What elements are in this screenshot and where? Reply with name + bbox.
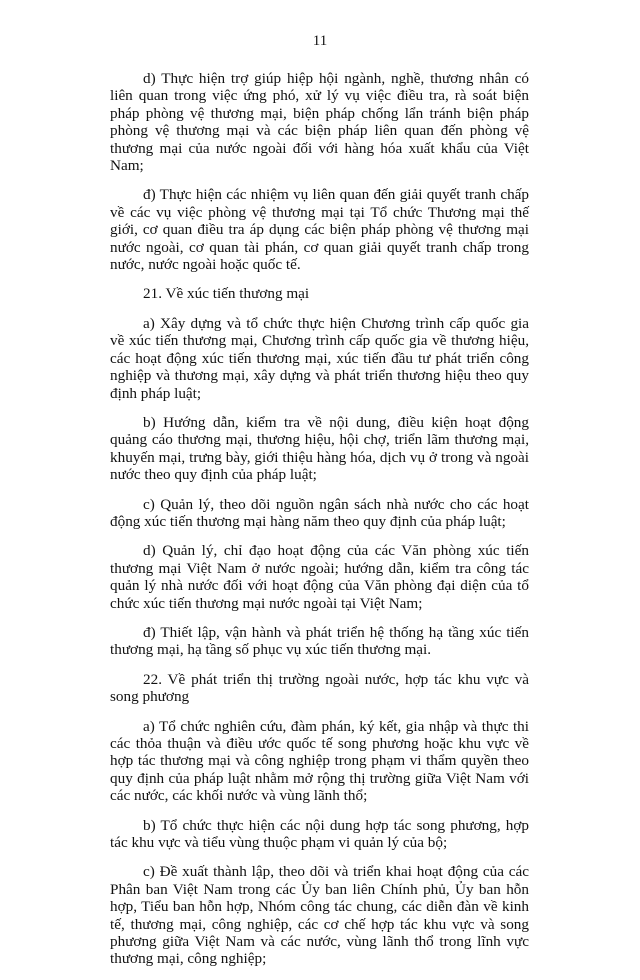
document-body (110, 70, 529, 980)
section-heading-21: 21. Về xúc tiến thương mại (143, 285, 310, 303)
paragraph-21b: b) Hướng dẫn, kiểm tra về nội dung, điều kiện hoạt động quảng cáo thương mại, thương hiệu, hội chợ, triển lãm thương mại, khuyến mại, trưng bày, giới thiệu hàng hóa, dịch vụ ở trong và ngoài nước theo quy định của pháp luật; (110, 413, 529, 484)
paragraph-21d: d) Quản lý, chỉ đạo hoạt động của các Văn phòng xúc tiến thương mại Việt Nam ở nước ngoài; hướng dẫn, kiểm tra công tác quản lý nhà nước đối với hoạt động của Văn phòng đại diện của tổ chức xúc tiến thương mại nước ngoài tại Việt Nam; (110, 542, 529, 612)
paragraph-20dd: đ) Thực hiện các nhiệm vụ liên quan đến giải quyết tranh chấp về các vụ việc phòng vệ thương mại tại Tổ chức Thương mại thế giới, cơ quan điều tra áp dụng các biện pháp phòng vệ thương mại nước ngoài, cơ quan tài phán, cơ quan giải quyết tranh chấp trong nước, nước ngoài hoặc quốc tế. (110, 186, 529, 274)
paragraph-22c: c) Đề xuất thành lập, theo dõi và triển khai hoạt động của các Phân ban Việt Nam trong các Ủy ban liên Chính phủ, Ủy ban hỗn hợp, Tiểu ban hỗn hợp, Nhóm công tác chung, các diễn đàn về kinh tế, thương mại, công nghiệp, các cơ chế hợp tác khu vực và song phương giữa Việt Nam và các nước, vùng lãnh thổ trong lĩnh vực thương mại, công nghiệp; (110, 863, 529, 968)
paragraph-22a: a) Tổ chức nghiên cứu, đàm phán, ký kết, gia nhập và thực thi các thỏa thuận và điều ước quốc tế song phương hoặc khu vực về hợp tác thương mại và công nghiệp trong phạm vi thẩm quyền theo quy định của pháp luật nhằm mở rộng thị trường giữa Việt Nam với các nước, các khối nước và vùng lãnh thổ; (110, 717, 529, 805)
paragraph-22b: b) Tổ chức thực hiện các nội dung hợp tác song phương, hợp tác khu vực và tiểu vùng thuộc phạm vi quản lý của bộ; (110, 816, 529, 852)
paragraph-20d: d) Thực hiện trợ giúp hiệp hội ngành, nghề, thương nhân có liên quan trong việc ứng phó, xử lý vụ việc điều tra, rà soát biện pháp phòng vệ thương mại, biện pháp chống lẩn tránh biện pháp phòng vệ thương mại và các biện pháp liên quan đến phòng vệ thương mại của nước ngoài đối với hàng hóa xuất khẩu của Việt Nam; (110, 70, 529, 175)
section-heading-22: 22. Về phát triển thị trường ngoài nước, hợp tác khu vực và song phương (110, 670, 529, 706)
paragraph-21dd: đ) Thiết lập, vận hành và phát triển hệ thống hạ tầng xúc tiến thương mại, hạ tầng số phục vụ xúc tiến thương mại. (110, 623, 529, 659)
paragraph-21c: c) Quản lý, theo dõi nguồn ngân sách nhà nước cho các hoạt động xúc tiến thương mại hàng năm theo quy định của pháp luật; (110, 495, 529, 530)
page-number: 11 (312, 33, 328, 49)
paragraph-21a: a) Xây dựng và tổ chức thực hiện Chương trình cấp quốc gia về xúc tiến thương mại, Chương trình cấp quốc gia về thương hiệu, các hoạt động xúc tiến thương mại, xúc tiến đầu tư phát triển công nghiệp và thương mại, xây dựng và phát triển thương hiệu theo quy định pháp luật; (110, 314, 529, 402)
